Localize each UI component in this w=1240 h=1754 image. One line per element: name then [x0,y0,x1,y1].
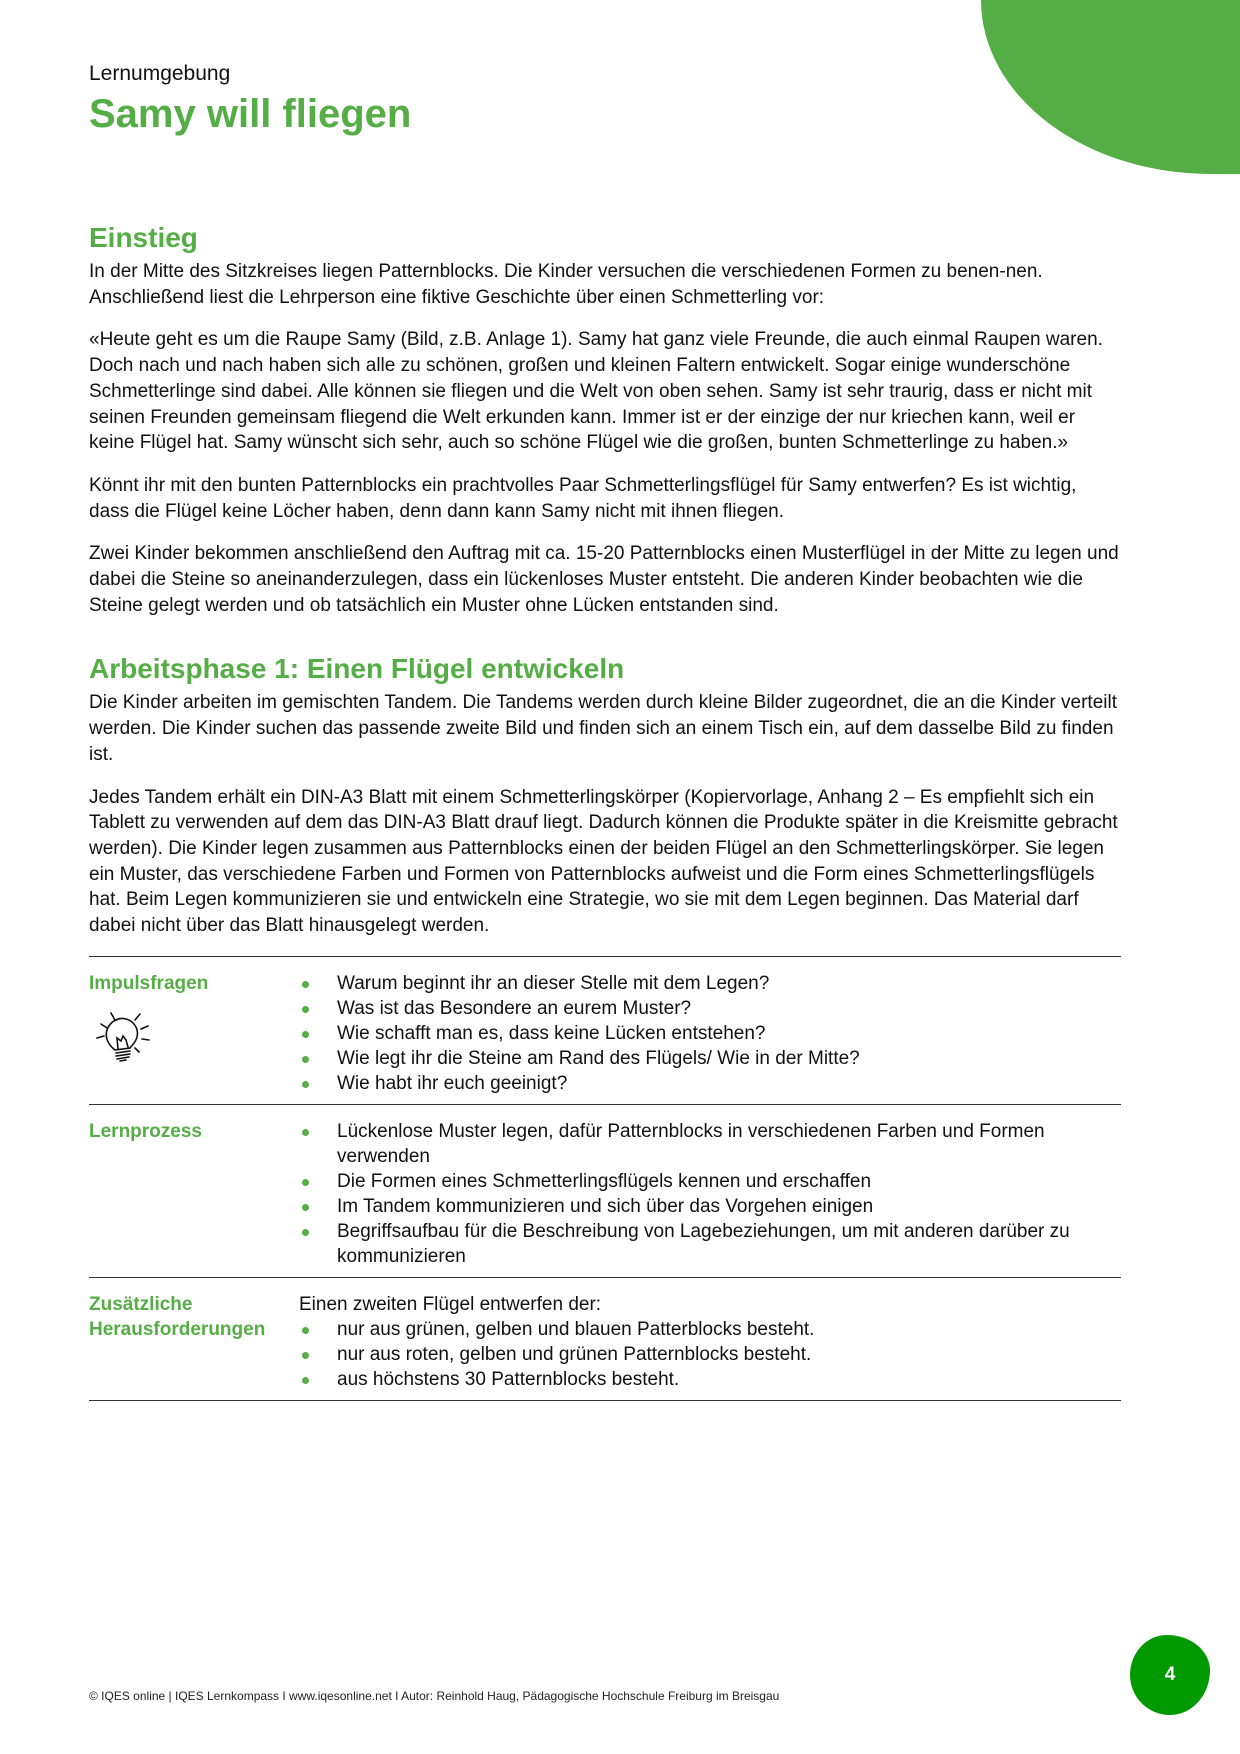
row-label-text: Impulsfragen [89,972,209,994]
row-content [299,1277,1121,1400]
row-label [89,956,299,1104]
paragraph: Jedes Tandem erhält ein DIN-A3 Blatt mit einem Schmetterlingskörper (Kopiervorlage, Anhang 2 – Es empfiehlt sich ein Tablett zu verwenden auf dem das DIN-A3 Blatt drauf liegt. Dadurch können die Produkte später in die Kreismitte gebracht werden). Die Kinder legen zusammen aus Patternblocks einen der beiden Flügel an den Schmetterlingskörper. Sie legen ein Muster, das verschiedene Farben und Formen von Patternblocks aufweist und die Form eines Schmetterlingsflügels hat. Beim Legen kommunizieren sie und entwickeln eine Strategie, wo sie mit dem Legen beginnen. Das Material darf dabei nicht über das Blatt hinausgelegt werden. [89,786,1118,937]
decorative-corner-shape [981,0,1240,174]
row-label-line: Herausforderungen [89,1318,266,1340]
paragraph: Zwei Kinder bekommen anschließend den Auftrag mit ca. 15-20 Patternblocks einen Musterflügel in der Mitte zu legen und dabei die Steine so aneinanderzulegen, dass ein lückenloses Muster entsteht. Die anderen Kinder beobachten wie die Steine gelegt werden und ob tatsächlich ein Muster ohne Lücken entstanden sind. [89,543,1119,616]
paragraph: Könnt ihr mit den bunten Patternblocks ein prachtvolles Paar Schmetterlingsflügel für Samy entwerfen? Es ist wichtig, dass die Flügel keine Löcher haben, denn dann kann Samy nicht mit ihnen fliegen. [89,474,1077,522]
section-heading: Einstieg [89,222,198,253]
row-intro: Einen zweiten Flügel entwerfen der: [299,1293,602,1315]
section-einstieg [89,221,1121,618]
document-kicker: Lernumgebung [89,62,231,85]
paragraph: In der Mitte des Sitzkreises liegen Patternblocks. Die Kinder versuchen die verschiedenen Formen zu benen-nen. Anschließend liest die Lehrperson eine fiktive Geschichte über einen Schmetterling vor: [89,261,1043,308]
document-body [89,221,1121,1401]
row-label-line: Zusätzliche [89,1293,193,1315]
bullet-list [299,1119,1121,1269]
bullet-list [299,971,1121,1096]
list-item: Was ist das Besondere an eurem Muster? [299,996,1121,1021]
list-item: Lückenlose Muster legen, dafür Patternblocks in verschiedenen Farben und Formen verwenden [299,1119,1121,1169]
list-item: Wie schafft man es, dass keine Lücken entstehen? [299,1021,1121,1046]
list-item: Im Tandem kommunizieren und sich über das Vorgehen einigen [299,1194,1121,1219]
list-item: Warum beginnt ihr an dieser Stelle mit dem Legen? [299,971,1121,996]
table-row-impulsfragen [89,956,1121,1104]
info-table [89,956,1121,1401]
footer-credits: © IQES online | IQES Lernkompass I www.iqesonline.net I Autor: Reinhold Haug, Pädagogische Hochschule Freiburg im Breisgau [89,1689,780,1703]
row-content [299,956,1121,1104]
paragraph: Die Kinder arbeiten im gemischten Tandem. Die Tandems werden durch kleine Bilder zugeordnet, die an die Kinder verteilt werden. Die Kinder suchen das passende zweite Bild und finden sich an einem Tisch ein, auf dem dasselbe Bild zu finden ist. [89,692,1117,765]
list-item: nur aus grünen, gelben und blauen Patterblocks besteht. [299,1317,1121,1342]
list-item: aus höchstens 30 Patternblocks besteht. [299,1367,1121,1392]
list-item: Die Formen eines Schmetterlingsflügels kennen und erschaffen [299,1169,1121,1194]
bullet-list [299,1317,1121,1392]
list-item: Begriffsaufbau für die Beschreibung von Lagebeziehungen, um mit anderen darüber zu kommunizieren [299,1219,1121,1269]
table-row-lernprozess [89,1104,1121,1277]
row-label [89,1277,299,1400]
list-item: Wie legt ihr die Steine am Rand des Flügels/ Wie in der Mitte? [299,1046,1121,1071]
story-quote: «Heute geht es um die Raupe Samy (Bild, z.B. Anlage 1). Samy hat ganz viele Freunde, die auch einmal Raupen waren. Doch nach und nach haben sich alle zu schönen, großen und kleinen Faltern entwickelt. Sogar einige wunderschöne Schmetterlinge sind dabei. Alle können sie fliegen und die Welt von oben sehen. Samy ist sehr traurig, dass er nicht mit seinen Freunden gemeinsam fliegend die Welt erkunden kann. Immer ist er der einzige der nur kriechen kann, weil er keine Flügel hat. Samy wünscht sich sehr, auch so schöne Flügel wie die großen, bunten Schmetterlinge zu haben.» [89,329,1103,454]
list-item: nur aus roten, gelben und grünen Patternblocks besteht. [299,1342,1121,1367]
lightbulb-icon [93,1006,153,1068]
page-number-badge: 4 [1130,1635,1210,1715]
table-row-herausforderungen [89,1277,1121,1400]
section-arbeitsphase-1 [89,652,1121,938]
row-label: Lernprozess [89,1120,202,1142]
page-title: Samy will fliegen [89,92,412,136]
list-item: Wie habt ihr euch geeinigt? [299,1071,1121,1096]
section-heading: Arbeitsphase 1: Einen Flügel entwickeln [89,653,625,685]
row-content [299,1104,1121,1277]
